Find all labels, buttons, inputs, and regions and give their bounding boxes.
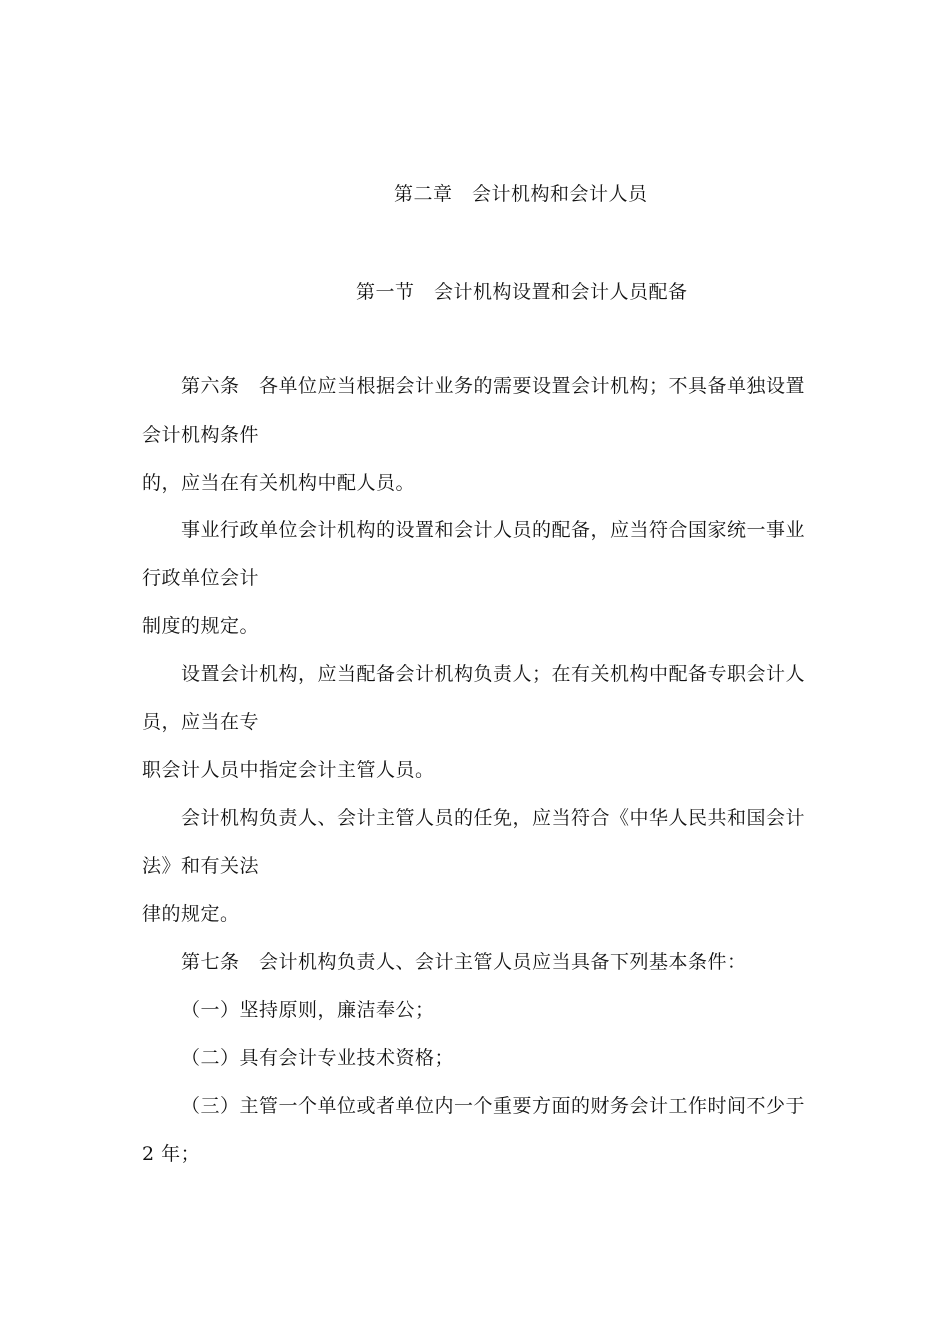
paragraph-line: （一）坚持原则，廉洁奉公； — [181, 999, 435, 1021]
paragraph-line: 制度的规定。 — [142, 615, 260, 637]
section-title: 第一节 会计机构设置和会计人员配备 — [356, 281, 688, 303]
paragraph-line: 会计机构负责人、会计主管人员的任免，应当符合《中华人民共和国会计 — [181, 807, 806, 829]
paragraph-line: 行政单位会计 — [142, 567, 260, 589]
chapter-title: 第二章 会计机构和会计人员 — [394, 183, 648, 205]
paragraph-line: （二）具有会计专业技术资格； — [181, 1047, 455, 1069]
paragraph-line: 律的规定。 — [142, 903, 240, 925]
paragraph-line: 事业行政单位会计机构的设置和会计人员的配备，应当符合国家统一事业 — [181, 519, 806, 541]
paragraph-line: 2 年； — [142, 1143, 201, 1165]
paragraph-line: 的，应当在有关机构中配人员。 — [142, 472, 416, 494]
paragraph-line: （三）主管一个单位或者单位内一个重要方面的财务会计工作时间不少于 — [181, 1095, 806, 1117]
paragraph-line: 第七条 会计机构负责人、会计主管人员应当具备下列基本条件： — [181, 951, 747, 973]
paragraph-line: 会计机构条件 — [142, 424, 260, 446]
paragraph-line: 法》和有关法 — [142, 855, 260, 877]
paragraph-line: 员，应当在专 — [142, 711, 260, 733]
paragraph-line: 第六条 各单位应当根据会计业务的需要设置会计机构；不具备单独设置 — [181, 375, 806, 397]
paragraph-line: 职会计人员中指定会计主管人员。 — [142, 759, 435, 781]
paragraph-line: 设置会计机构，应当配备会计机构负责人；在有关机构中配备专职会计人 — [181, 663, 806, 685]
